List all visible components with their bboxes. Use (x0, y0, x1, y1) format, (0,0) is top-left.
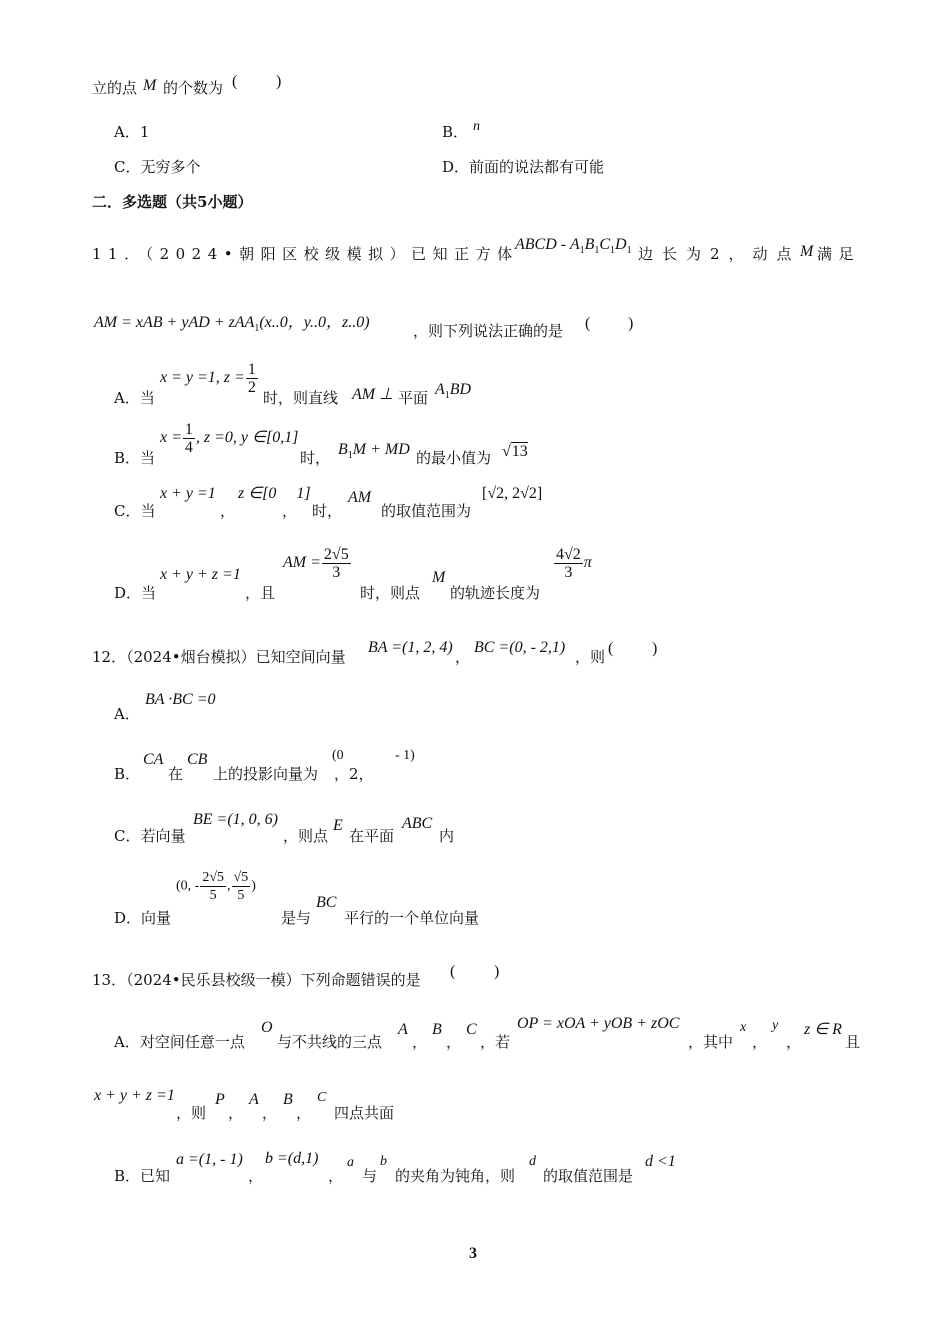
option-text: 的取值范围是 (543, 1167, 634, 1185)
option-math: O (261, 1019, 273, 1036)
q11-paren-right: ) (628, 315, 634, 332)
q11-ask: ，则下列说法正确的是 (413, 322, 564, 340)
q10-option-b[interactable]: B． (442, 123, 469, 141)
option-math: BE =(1, 0, 6) (193, 811, 278, 828)
comma: ， (752, 1033, 768, 1051)
q10-math-m: M (143, 77, 157, 94)
section-heading: 二．多选题（共5小题） (92, 193, 253, 211)
q11-paren-left: ( (585, 315, 591, 332)
sqrt-value: √13 (502, 443, 528, 460)
q11-math-m: M (800, 243, 814, 260)
option-condition: z ∈[0 1] (238, 485, 311, 502)
option-label: A．当 (114, 389, 155, 407)
option-math: x + y + z =1 (94, 1087, 175, 1104)
q13-paren-left: ( (450, 963, 456, 980)
option-text: ，则点 (283, 827, 329, 845)
q12-vector-bc: BC =(0, - 2,1) (474, 639, 566, 656)
option-math: d (529, 1154, 536, 1169)
option-math: $B_1M$ + MD (338, 441, 410, 461)
option-text: 平行的一个单位向量 (344, 909, 480, 927)
option-math: M (432, 569, 446, 586)
option-label: B．已知 (114, 1167, 171, 1185)
q10-stem: 立的点 (92, 79, 138, 97)
q10-option-b-math: n (473, 119, 480, 134)
option-text: 在平面 (349, 827, 395, 845)
option-text: ，且 (245, 584, 276, 602)
q12-paren-left: ( (608, 640, 614, 657)
option-text: 四点共面 (334, 1104, 395, 1122)
q10-option-c[interactable]: C．无穷多个 (114, 158, 201, 176)
option-label: D．向量 (114, 909, 172, 927)
q13-head: 13．（2024•民乐县校级一模）下列命题错误的是 (92, 971, 421, 989)
option-text: 在 (168, 765, 184, 783)
option-text: ，若 (480, 1033, 511, 1051)
option-math: y (772, 1018, 779, 1033)
option-condition: x + y =1 (160, 485, 216, 502)
q10-option-d[interactable]: D．前面的说法都有可能 (442, 158, 605, 176)
option-math: $A_1BD$ (435, 381, 472, 401)
comma: ， (446, 1033, 462, 1051)
comma: ， (262, 1104, 278, 1122)
option-vector: (0, - $\frac{2√5}{5}$ , $\frac{√5}{5}$ ) (176, 870, 256, 903)
option-text: 内 (439, 827, 455, 845)
option-label: A． (114, 705, 140, 723)
comma: ， (328, 1167, 344, 1185)
option-text: ，其中 (688, 1033, 734, 1051)
option-math: C (466, 1021, 477, 1038)
option-math: ，2， (334, 765, 374, 783)
option-math: A (249, 1091, 259, 1108)
option-text: 的最小值为 (416, 449, 492, 467)
q12-head: 12．（2024•烟台模拟）已知空间向量 (92, 648, 346, 666)
option-math: B (283, 1091, 293, 1108)
option-label: D．当 (114, 584, 157, 602)
option-math: d <1 (645, 1153, 676, 1170)
q12-then: ，则 (575, 648, 606, 666)
option-condition: x + y + z =1 (160, 566, 241, 583)
q10-stem2: 的个数为 (163, 79, 224, 97)
option-text: 的夹角为钝角，则 (395, 1167, 516, 1185)
option-math: BC (316, 894, 337, 911)
option-math: CB (187, 751, 208, 768)
option-text: 时，则直线 (263, 389, 339, 407)
option-math: $\frac{4√2}{3}$ π (556, 546, 592, 581)
comma: ， (282, 502, 298, 520)
option-label: B． (114, 765, 141, 783)
comma: ， (228, 1104, 244, 1122)
option-math: a =(1, - 1) (176, 1151, 243, 1168)
option-range: [√2, 2√2] (482, 485, 543, 502)
option-text: 时，则点 (360, 584, 421, 602)
option-math: x (740, 1020, 747, 1035)
option-math: P (215, 1091, 225, 1108)
comma: ， (220, 502, 236, 520)
option-label: A．对空间任意一点 (114, 1033, 245, 1051)
option-math: BA ·BC =0 (145, 691, 216, 708)
option-text: 时， (300, 449, 331, 467)
q11-cube: ABCD - $A_1B_1C_1D_1$ (515, 236, 632, 256)
option-math: AM (348, 489, 372, 506)
option-math: CA (143, 751, 164, 768)
q10-paren-left: ( (232, 73, 238, 90)
q10-option-a[interactable]: A．1 (114, 123, 150, 141)
option-text: 平面 (398, 389, 429, 407)
q10-paren-right: ) (276, 73, 282, 90)
page-number: 3 (469, 1245, 477, 1262)
option-label: C．当 (114, 502, 156, 520)
option-text: 的轨迹长度为 (450, 584, 541, 602)
option-label: B．当 (114, 449, 156, 467)
option-math: E (333, 817, 343, 834)
comma: ， (296, 1104, 312, 1122)
q13-paren-right: ) (494, 963, 500, 980)
option-condition: x = y =1, z = $\frac{1}{2}$ (160, 361, 256, 396)
option-math: B (432, 1021, 442, 1038)
q12-vector-ba: BA =(1, 2, 4) (368, 639, 453, 656)
option-math: OP = xOA + yOB + zOC (517, 1015, 680, 1032)
comma: ， (412, 1033, 428, 1051)
option-math: a (347, 1155, 354, 1170)
comma: ， (786, 1033, 802, 1051)
option-text: 与 (362, 1167, 378, 1185)
q11-mid: 边长为2，动点 (638, 245, 801, 263)
option-text: 的取值范围为 (381, 502, 472, 520)
option-math: b (380, 1154, 387, 1169)
option-math: (0 (332, 748, 344, 763)
option-math: b =(d,1) (265, 1150, 319, 1167)
option-label: C．若向量 (114, 827, 186, 845)
option-math: A (398, 1021, 408, 1038)
q11-formula: AM = xAB + yAD + zAA$_1$(x..0，y..0，z..0) (94, 314, 370, 334)
option-math: ABC (402, 815, 433, 832)
option-condition: x = $\frac{1}{4}$ , z =0, y ∈[0,1] (160, 421, 299, 456)
q11-head: 11．（2024•朝阳区校级模拟）已知正方体 (92, 245, 519, 263)
comma: ， (455, 648, 471, 666)
option-text: 与不共线的三点 (277, 1033, 383, 1051)
option-math: AM = $\frac{2√5}{3}$ (283, 546, 349, 581)
option-text: 时， (312, 502, 343, 520)
option-math: C (317, 1090, 327, 1105)
option-math: - 1) (395, 748, 415, 763)
comma: ， (248, 1167, 264, 1185)
option-math: AM ⊥ (352, 386, 394, 403)
option-text: 是与 (281, 909, 312, 927)
q12-paren-right: ) (652, 640, 658, 657)
option-text: ，则 (176, 1104, 207, 1122)
option-text: 且 (845, 1033, 861, 1051)
option-text: 上的投影向量为 (213, 765, 319, 783)
option-math: z ∈ R (804, 1021, 842, 1038)
q11-tail: 满足 (817, 245, 861, 263)
